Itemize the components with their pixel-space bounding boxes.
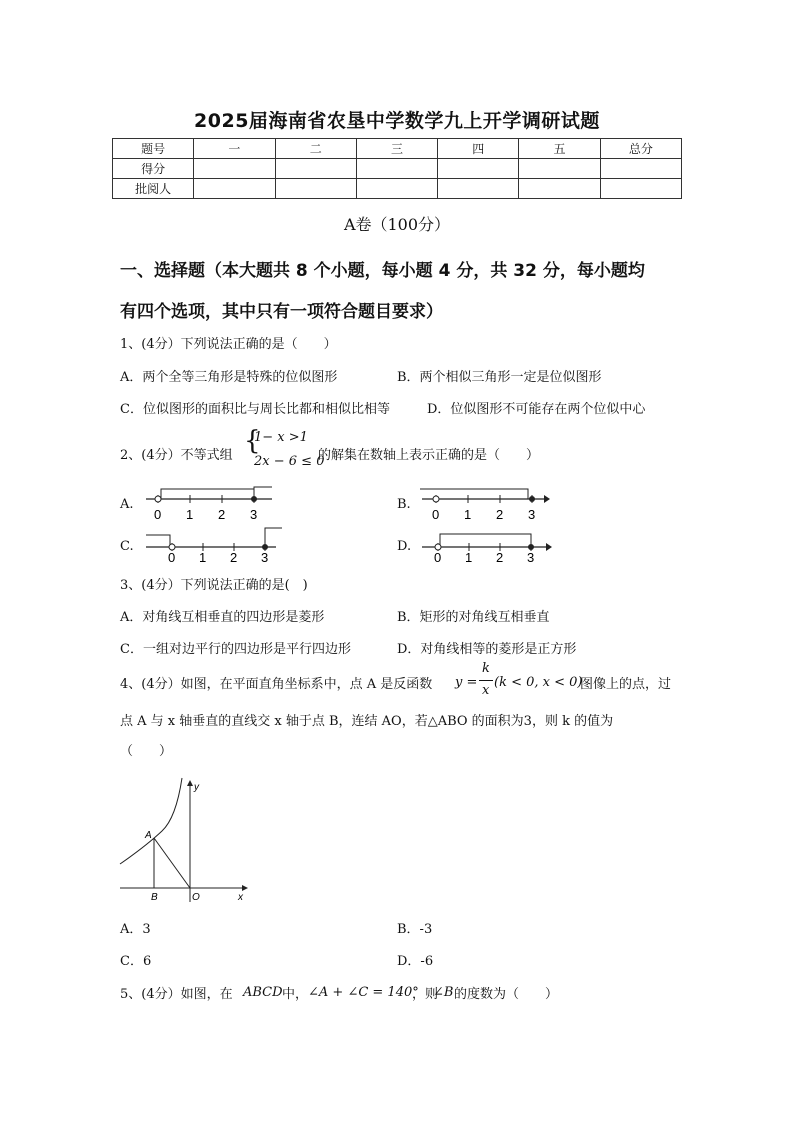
q2-numberline-a	[144, 484, 276, 522]
axis-label-y: y	[194, 782, 199, 793]
table-cell	[600, 179, 681, 199]
q3-option-d: D．对角线相等的菱形是正方形	[397, 642, 577, 657]
q5-stem-post: ，则	[412, 987, 439, 1002]
q2-suffix: 的解集在数轴上表示正确的是（ ）	[318, 448, 540, 463]
table-row-label: 得分	[113, 159, 194, 179]
q4-stem-part1: 4、(4分）如图，在平面直角坐标系中，点 A 是反函数	[120, 677, 433, 692]
q2-option-a-label: A.	[120, 497, 134, 512]
table-cell	[519, 179, 600, 199]
table-cell	[194, 179, 275, 199]
table-cell: 一	[194, 139, 275, 159]
score-table-row	[113, 179, 682, 199]
point-label-o: O	[192, 892, 200, 903]
q4-func-y: y =	[455, 675, 478, 690]
tick-label: 2	[496, 507, 504, 522]
q2-numberline-c	[144, 526, 286, 564]
paper-section-title: A卷（100分）	[343, 215, 451, 234]
score-table-header-row	[113, 139, 682, 159]
q1-option-d: D．位似图形不可能存在两个位似中心	[427, 402, 646, 417]
q1-option-c: C．位似图形的面积比与周长比都和相似比相等	[120, 402, 390, 417]
table-cell: 题号	[113, 139, 194, 159]
q4-stem-line3: （ ）	[120, 744, 173, 759]
q5-angle-equation: ∠A + ∠C = 140°	[308, 985, 419, 1000]
tick-label: 3	[527, 550, 535, 564]
table-cell	[519, 159, 600, 179]
section-heading-line1: 一、选择题（本大题共 8 个小题，每小题 4 分，共 32 分，每小题均	[120, 261, 645, 281]
table-cell: 四	[438, 139, 519, 159]
q4-func-numerator: k	[482, 661, 490, 676]
q2-numberline-d	[418, 526, 552, 564]
q4-stem-line2: 点 A 与 x 轴垂直的直线交 x 轴于点 B，连结 AO，若△ABO 的面积为3，则 k 的值为	[120, 714, 614, 729]
score-table	[112, 138, 682, 199]
q4-stem-part2: 图像上的点，过	[580, 677, 672, 692]
q1-option-a: A．两个全等三角形是特殊的位似图形	[120, 370, 338, 385]
table-cell: 三	[356, 139, 437, 159]
q2-ineq2: 2x − 6 ≤ 0	[254, 454, 325, 469]
tick-label: 0	[154, 507, 162, 522]
tick-label: 1	[465, 550, 473, 564]
point-label-b: B	[151, 892, 158, 903]
q4-option-c: C．6	[120, 954, 152, 969]
table-cell: 二	[275, 139, 356, 159]
q5-stem-mid: 中，	[282, 987, 309, 1002]
exam-title: 2025届海南省农垦中学数学九上开学调研试题	[194, 110, 600, 132]
q4-fraction-bar	[479, 680, 493, 681]
q5-shape-name: ABCD	[243, 985, 283, 1000]
q4-option-a: A．3	[120, 922, 151, 937]
table-cell	[438, 159, 519, 179]
table-row-label: 批阅人	[113, 179, 194, 199]
q3-option-c: C．一组对边平行的四边形是平行四边形	[120, 642, 351, 657]
q2-brace: {	[244, 426, 261, 456]
q3-option-a: A．对角线互相垂直的四边形是菱形	[120, 610, 325, 625]
table-cell	[438, 179, 519, 199]
table-cell: 总分	[600, 139, 681, 159]
tick-label: 1	[186, 507, 194, 522]
q2-option-c-label: C.	[120, 539, 134, 554]
q1-stem: 1、(4分）下列说法正确的是（ ）	[120, 337, 337, 352]
tick-label: 2	[496, 550, 504, 564]
q4-option-d: D．-6	[397, 954, 434, 969]
table-cell: 五	[519, 139, 600, 159]
q1-option-b: B．两个相似三角形一定是位似图形	[397, 370, 602, 385]
q5-angle-b: ∠B	[433, 985, 454, 1000]
score-table-row	[113, 159, 682, 179]
tick-label: 1	[199, 550, 207, 564]
q4-option-b: B．-3	[397, 922, 433, 937]
q2-ineq1: 1− x >1	[254, 430, 308, 445]
table-cell	[356, 159, 437, 179]
tick-label: 0	[432, 507, 440, 522]
tick-label: 2	[218, 507, 226, 522]
tick-label: 2	[230, 550, 238, 564]
q2-option-b-label: B.	[397, 497, 411, 512]
table-cell	[275, 159, 356, 179]
tick-label: 0	[168, 550, 176, 564]
section-heading-line2: 有四个选项，其中只有一项符合题目要求）	[120, 302, 443, 322]
table-cell	[600, 159, 681, 179]
q4-func-denominator: x	[482, 683, 490, 698]
q2-numberline-b	[418, 484, 550, 522]
q2-prefix: 2、(4分）不等式组	[120, 448, 233, 463]
point-label-a: A	[145, 830, 152, 841]
tick-label: 1	[464, 507, 472, 522]
axis-label-x: x	[238, 892, 243, 903]
q2-option-d-label: D.	[397, 539, 412, 554]
q4-func-condition: (k < 0, x < 0)	[494, 675, 583, 690]
table-cell	[194, 159, 275, 179]
q5-stem-prefix: 5、(4分）如图，在	[120, 987, 233, 1002]
tick-label: 0	[434, 550, 442, 564]
tick-label: 3	[250, 507, 258, 522]
q5-stem-end: 的度数为（ ）	[454, 987, 559, 1002]
q4-graph-figure	[118, 776, 250, 906]
table-cell	[356, 179, 437, 199]
q3-stem: 3、(4分）下列说法正确的是( )	[120, 578, 308, 593]
q3-option-b: B．矩形的对角线互相垂直	[397, 610, 550, 625]
tick-label: 3	[261, 550, 269, 564]
table-cell	[275, 179, 356, 199]
tick-label: 3	[528, 507, 536, 522]
